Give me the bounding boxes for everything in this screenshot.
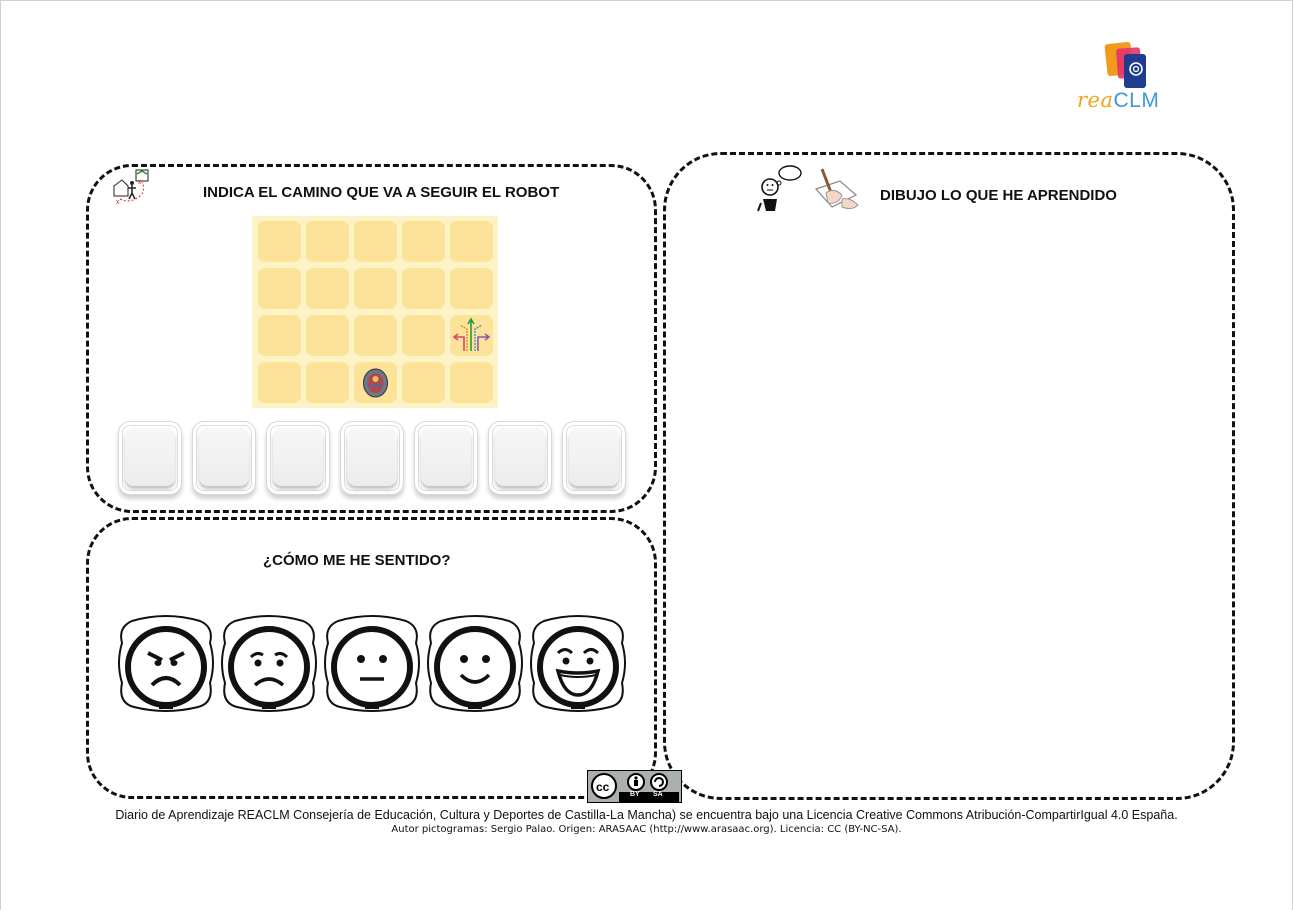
grid-cell [450,315,493,356]
angry-face-icon[interactable] [118,613,214,713]
sad-face-icon[interactable] [221,613,317,713]
grid-cell [450,362,493,403]
grid-cell [354,221,397,262]
direction-arrows-icon [450,315,493,356]
grid-cell [450,221,493,262]
path-pictogram-icon [110,166,152,206]
svg-text:x: x [138,179,142,186]
cc-sa-label: SA [653,791,663,798]
logo-text-rea: rea [1077,88,1114,112]
grid-cell [306,268,349,309]
grid-cell [306,362,349,403]
drawing-panel[interactable] [663,152,1235,800]
cc-by-label: BY [630,791,640,798]
grid-cell [354,362,397,403]
grid-cell [402,315,445,356]
robot-icon [354,362,397,403]
grid-cell [402,268,445,309]
grid-cell [258,221,301,262]
very-happy-face-icon[interactable] [530,613,626,713]
grid-cell [258,362,301,403]
robot-section-title: INDICA EL CAMINO QUE VA A SEGUIR EL ROBOT [203,184,560,201]
reaclm-logo [1075,40,1175,112]
grid-cell [354,268,397,309]
answer-box[interactable] [562,421,626,495]
think-icon [752,163,804,213]
neutral-face-icon[interactable] [324,613,420,713]
svg-text:x: x [116,199,120,206]
answer-box[interactable] [414,421,478,495]
answer-box[interactable] [192,421,256,495]
answer-box[interactable] [340,421,404,495]
answer-box[interactable] [118,421,182,495]
grid-cell [450,268,493,309]
grid-cell [306,221,349,262]
answer-box[interactable] [266,421,330,495]
svg-text:cc: cc [596,780,610,794]
happy-face-icon[interactable] [427,613,523,713]
grid-cell [306,315,349,356]
answer-box[interactable] [488,421,552,495]
robot-grid [252,216,498,408]
grid-cell [402,362,445,403]
drawing-section-title: DIBUJO LO QUE HE APRENDIDO [880,187,1117,204]
feelings-section-title: ¿CÓMO ME HE SENTIDO? [263,552,451,569]
grid-cell [402,221,445,262]
logo-text-clm: CLM [1113,89,1160,112]
license-text: Diario de Aprendizaje REACLM Consejería de Educación, Cultura y Deportes de Castilla-La Mancha) se encuentra bajo una Licencia Creative Commons Atribución-CompartirIgual 4.0 España. [115,808,1178,822]
grid-cell [354,315,397,356]
drawing-hand-icon [812,165,862,215]
grid-cell [258,315,301,356]
cc-license-badge[interactable] [587,770,682,803]
grid-cell [258,268,301,309]
pictogram-credits: Autor pictogramas: Sergio Palao. Origen: ARASAAC (http://www.arasaac.org). Licencia: CC (BY-NC-SA). [391,824,902,835]
